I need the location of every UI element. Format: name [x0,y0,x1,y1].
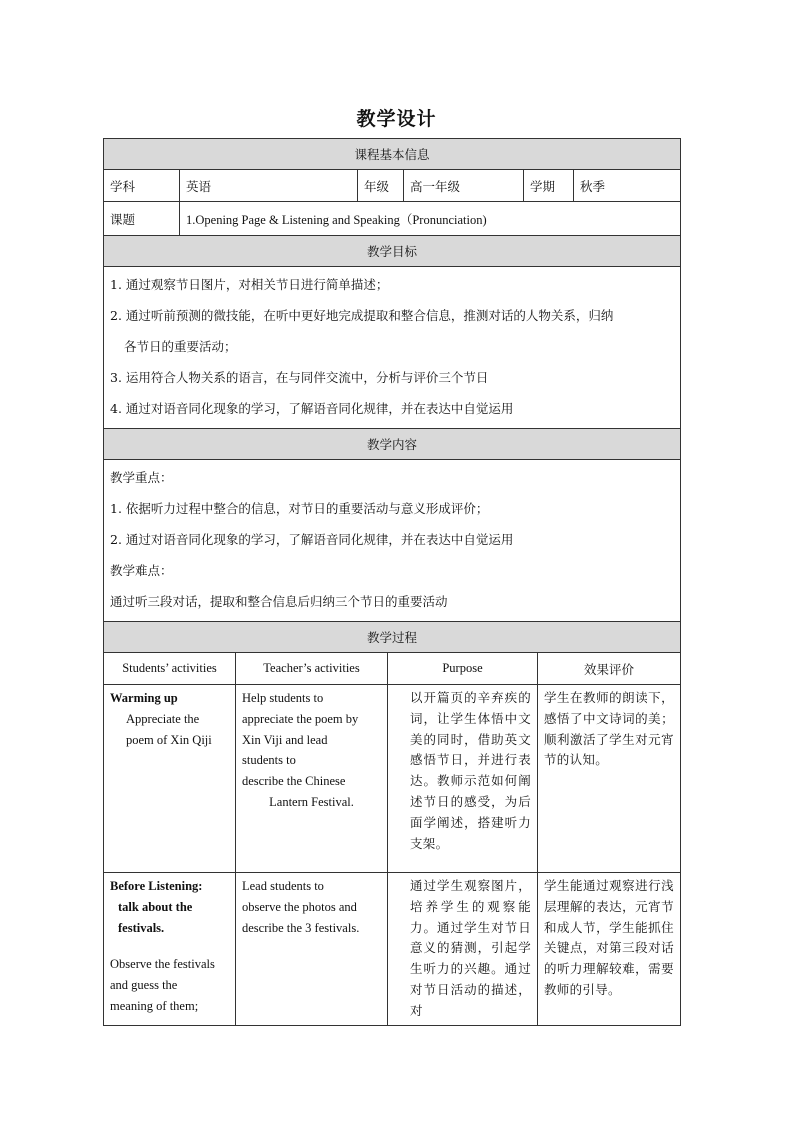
difficulty-label: 教学难点： [110,563,173,578]
content-header: 教学内容 [104,429,681,460]
content-block [104,460,681,622]
teacher-activity-line: Help students to [242,691,324,705]
subject-value: 英语 [180,170,358,202]
page-title: 教学设计 [356,108,437,130]
warming-up-students-cell [104,685,236,873]
process-header: 教学过程 [104,622,681,653]
teacher-activity-line: Xin Viji and lead [242,732,328,747]
stage-title-line: festivals. [118,920,165,935]
student-activity-line: Observe the festivals [110,957,215,972]
col-header-evaluation: 效果评价 [538,653,681,685]
key-point-item: 2. 通过对语音同化现象的学习，了解语音同化规律，并在表达中自觉运用 [110,532,514,547]
teacher-activity-line: appreciate the poem by [242,711,359,726]
teacher-activity-line: describe the Chinese [242,774,346,789]
teacher-activity-line: students to [242,753,296,768]
teacher-activity-line: describe the 3 festivals. [242,920,360,935]
grade-value: 高一年级 [404,170,524,202]
teacher-activity-line: Lead students to [242,879,324,893]
before-listening-purpose: 通过学生观察图片，培养学生的观察能力。通过学生对节日意义的猜测，引起学生听力的兴趣。通过对节日活动的描述，对 [388,873,538,1026]
difficulty-text: 通过听三段对话，提取和整合信息后归纳三个节日的重要活动 [110,594,448,609]
stage-title-line: talk about the [118,899,193,914]
lesson-plan-table [103,138,680,1026]
col-header-teacher: Teacher’s activities [236,653,388,685]
teacher-activity-line: observe the photos and [242,899,357,914]
warming-up-evaluation: 学生在教师的朗读下，感悟了中文诗词的美；顺利激活了学生对元宵节的认知。 [538,685,681,873]
before-listening-students-cell [104,873,236,1026]
key-points-label: 教学重点： [110,470,173,485]
term-value: 秋季 [574,170,681,202]
objective-item-continuation: 各节日的重要活动； [124,339,237,354]
objectives-list [104,267,681,429]
objective-item: 3. 运用符合人物关系的语言，在与同伴交流中，分析与评价三个节日 [110,370,489,385]
stage-title: Before Listening: [110,879,203,893]
col-header-purpose: Purpose [388,653,538,685]
student-activity-line: meaning of them; [110,998,199,1013]
key-point-item: 1. 依据听力过程中整合的信息，对节日的重要活动与意义形成评价； [110,501,489,516]
student-activity-line: poem of Xin Qiji [126,732,212,747]
student-activity-line: Appreciate the [126,711,200,726]
before-listening-evaluation: 学生能通过观察进行浅层理解的表达，元宵节和成人节，学生能抓住关键点，对第三段对话的听力理解较难，需要教师的引导。 [538,873,681,1026]
topic-value: 1.Opening Page & Listening and Speaking（Pronunciation) [180,202,681,236]
col-header-students: Students’ activities [104,653,236,685]
objective-item: 4. 通过对语音同化现象的学习，了解语音同化规律，并在表达中自觉运用 [110,401,514,416]
teacher-activity-line: Lantern Festival. [269,794,354,809]
topic-label: 课题 [104,202,180,236]
student-activity-line: and guess the [110,978,178,993]
objective-item: 1. 通过观察节日图片，对相关节日进行简单描述； [110,277,389,292]
basic-info-header: 课程基本信息 [104,139,681,170]
objectives-header: 教学目标 [104,236,681,267]
before-listening-teacher-cell [236,873,388,1026]
warming-up-purpose: 以开篇页的辛弃疾的词，让学生体悟中文美的同时，借助英文感悟节日，并进行表达。教师示范如何阐述节日的感受，为后面学阐述，搭建听力支架。 [388,685,538,873]
warming-up-teacher-cell [236,685,388,873]
grade-label: 年级 [358,170,404,202]
term-label: 学期 [524,170,574,202]
subject-label: 学科 [104,170,180,202]
stage-title: Warming up [110,691,178,705]
objective-item: 2. 通过听前预测的微技能，在听中更好地完成提取和整合信息，推测对话的人物关系，归纳 [110,308,614,323]
